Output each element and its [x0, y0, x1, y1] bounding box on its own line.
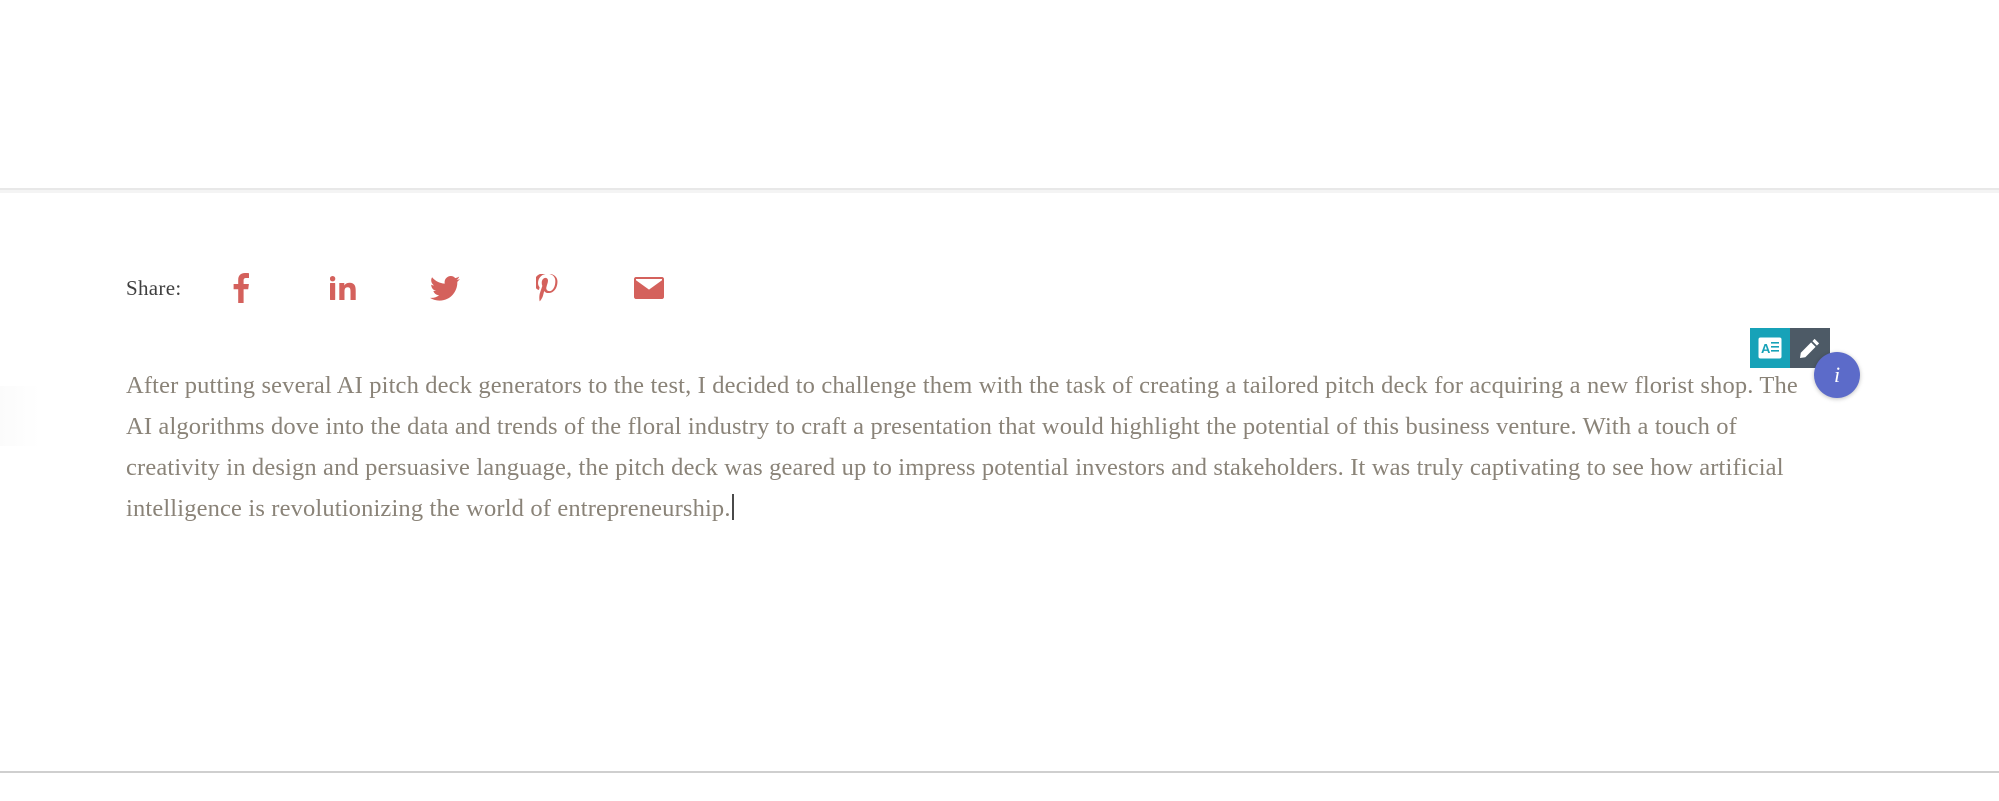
article-paragraph[interactable] [126, 365, 1826, 529]
page-edge-shade [0, 386, 40, 446]
pinterest-icon[interactable] [521, 271, 573, 305]
text-caret [732, 494, 734, 520]
top-white-band [0, 0, 1999, 188]
share-row [126, 270, 675, 306]
info-badge[interactable]: i [1814, 352, 1860, 398]
email-icon[interactable] [623, 271, 675, 305]
paragraph-text: After putting several AI pitch deck generators to the test, I decided to challenge them with the task of creating a tailored pitch deck for acquiring a new florist shop. The AI algorithms dove into the data and trends of the floral industry to craft a presentation that would highlight the potential of this business venture. With a touch of creativity in design and persuasive language, the pitch deck was geared up to impress potential investors and stakeholders. It was truly captivating to see how artificial intelligence is revolutionizing the world of entrepreneurship. [126, 372, 1803, 522]
text-assistant-icon[interactable] [1750, 328, 1790, 368]
bottom-white-band [0, 773, 1999, 801]
share-label: Share: [126, 275, 182, 300]
twitter-icon[interactable] [419, 271, 471, 305]
article-body [0, 193, 1999, 771]
svg-text:A: A [1761, 341, 1771, 356]
linkedin-icon[interactable] [317, 271, 369, 305]
facebook-icon[interactable] [215, 271, 267, 305]
